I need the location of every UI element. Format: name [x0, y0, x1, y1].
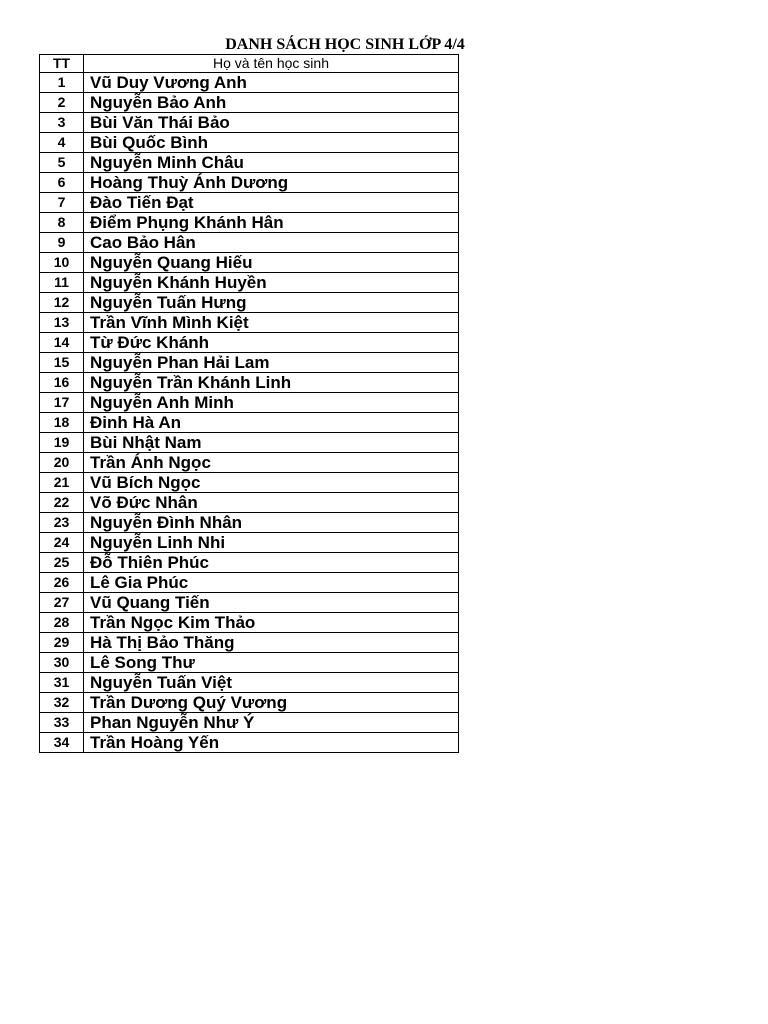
row-number: 20 [40, 453, 84, 473]
table-body [40, 73, 459, 753]
table-row [40, 553, 459, 573]
table-row [40, 133, 459, 153]
row-number: 16 [40, 373, 84, 393]
row-number: 28 [40, 613, 84, 633]
row-number: 12 [40, 293, 84, 313]
table-row [40, 73, 459, 93]
row-number: 5 [40, 153, 84, 173]
row-number: 14 [40, 333, 84, 353]
table-row [40, 153, 459, 173]
row-number: 26 [40, 573, 84, 593]
table-row [40, 653, 459, 673]
row-number: 4 [40, 133, 84, 153]
row-number: 6 [40, 173, 84, 193]
table-row [40, 293, 459, 313]
row-number: 34 [40, 733, 84, 753]
student-name: Cao Bảo Hân [84, 233, 459, 253]
student-name: Nguyễn Quang Hiếu [84, 253, 459, 273]
table-row [40, 413, 459, 433]
student-name: Đinh Hà An [84, 413, 459, 433]
student-name: Điểm Phụng Khánh Hân [84, 213, 459, 233]
student-name: Lê Gia Phúc [84, 573, 459, 593]
student-name: Nguyễn Phan Hải Lam [84, 353, 459, 373]
table-row [40, 373, 459, 393]
table-row [40, 333, 459, 353]
column-header-number: TT [40, 55, 84, 73]
student-name: Vũ Duy Vương Anh [84, 73, 459, 93]
student-name: Nguyễn Bảo Anh [84, 93, 459, 113]
row-number: 2 [40, 93, 84, 113]
table-row [40, 573, 459, 593]
table-row [40, 533, 459, 553]
row-number: 29 [40, 633, 84, 653]
student-name: Lê Song Thư [84, 653, 459, 673]
row-number: 11 [40, 273, 84, 293]
student-name: Đỗ Thiên Phúc [84, 553, 459, 573]
row-number: 30 [40, 653, 84, 673]
row-number: 25 [40, 553, 84, 573]
table-row [40, 213, 459, 233]
row-number: 32 [40, 693, 84, 713]
table-header-row [40, 55, 459, 73]
table-row [40, 393, 459, 413]
student-name: Trần Ngọc Kim Thảo [84, 613, 459, 633]
student-name: Trần Hoàng Yến [84, 733, 459, 753]
row-number: 23 [40, 513, 84, 533]
student-name: Vũ Quang Tiến [84, 593, 459, 613]
row-number: 10 [40, 253, 84, 273]
row-number: 15 [40, 353, 84, 373]
table-row [40, 453, 459, 473]
student-name: Nguyễn Trần Khánh Linh [84, 373, 459, 393]
table-row [40, 113, 459, 133]
student-name: Nguyễn Khánh Huyền [84, 273, 459, 293]
student-name: Võ Đức Nhân [84, 493, 459, 513]
student-name: Trần Vĩnh Mình Kiệt [84, 313, 459, 333]
row-number: 1 [40, 73, 84, 93]
student-name: Hà Thị Bảo Thăng [84, 633, 459, 653]
row-number: 31 [40, 673, 84, 693]
student-name: Nguyễn Đình Nhân [84, 513, 459, 533]
student-name: Phan Nguyễn Như Ý [84, 713, 459, 733]
table-row [40, 713, 459, 733]
row-number: 7 [40, 193, 84, 213]
table-row [40, 173, 459, 193]
row-number: 18 [40, 413, 84, 433]
student-list-table [39, 54, 459, 753]
row-number: 3 [40, 113, 84, 133]
student-name: Nguyễn Tuấn Việt [84, 673, 459, 693]
student-name: Từ Đức Khánh [84, 333, 459, 353]
student-name: Nguyễn Tuấn Hưng [84, 293, 459, 313]
student-name: Đào Tiến Đạt [84, 193, 459, 213]
table-row [40, 433, 459, 453]
student-name: Bùi Nhật Nam [84, 433, 459, 453]
table-row [40, 93, 459, 113]
table-row [40, 353, 459, 373]
table-row [40, 513, 459, 533]
student-name: Trần Ánh Ngọc [84, 453, 459, 473]
student-name: Bùi Quốc Bình [84, 133, 459, 153]
row-number: 27 [40, 593, 84, 613]
student-name: Nguyễn Linh Nhi [84, 533, 459, 553]
student-name: Vũ Bích Ngọc [84, 473, 459, 493]
table-row [40, 693, 459, 713]
table-row [40, 233, 459, 253]
row-number: 8 [40, 213, 84, 233]
row-number: 9 [40, 233, 84, 253]
student-name: Nguyễn Minh Châu [84, 153, 459, 173]
table-row [40, 253, 459, 273]
table-row [40, 733, 459, 753]
table-row [40, 673, 459, 693]
table-row [40, 613, 459, 633]
row-number: 21 [40, 473, 84, 493]
page-title: DANH SÁCH HỌC SINH LỚP 4/4 [225, 36, 465, 53]
row-number: 13 [40, 313, 84, 333]
student-name: Trần Dương Quý Vương [84, 693, 459, 713]
row-number: 33 [40, 713, 84, 733]
student-name: Hoàng Thuỳ Ánh Dương [84, 173, 459, 193]
column-header-name: Họ và tên học sinh [84, 55, 459, 73]
row-number: 24 [40, 533, 84, 553]
row-number: 22 [40, 493, 84, 513]
student-name: Bùi Văn Thái Bảo [84, 113, 459, 133]
table-row [40, 313, 459, 333]
table-row [40, 593, 459, 613]
table-row [40, 493, 459, 513]
table-row [40, 193, 459, 213]
table-row [40, 633, 459, 653]
row-number: 17 [40, 393, 84, 413]
table-row [40, 473, 459, 493]
table-row [40, 273, 459, 293]
row-number: 19 [40, 433, 84, 453]
student-name: Nguyễn Anh Minh [84, 393, 459, 413]
